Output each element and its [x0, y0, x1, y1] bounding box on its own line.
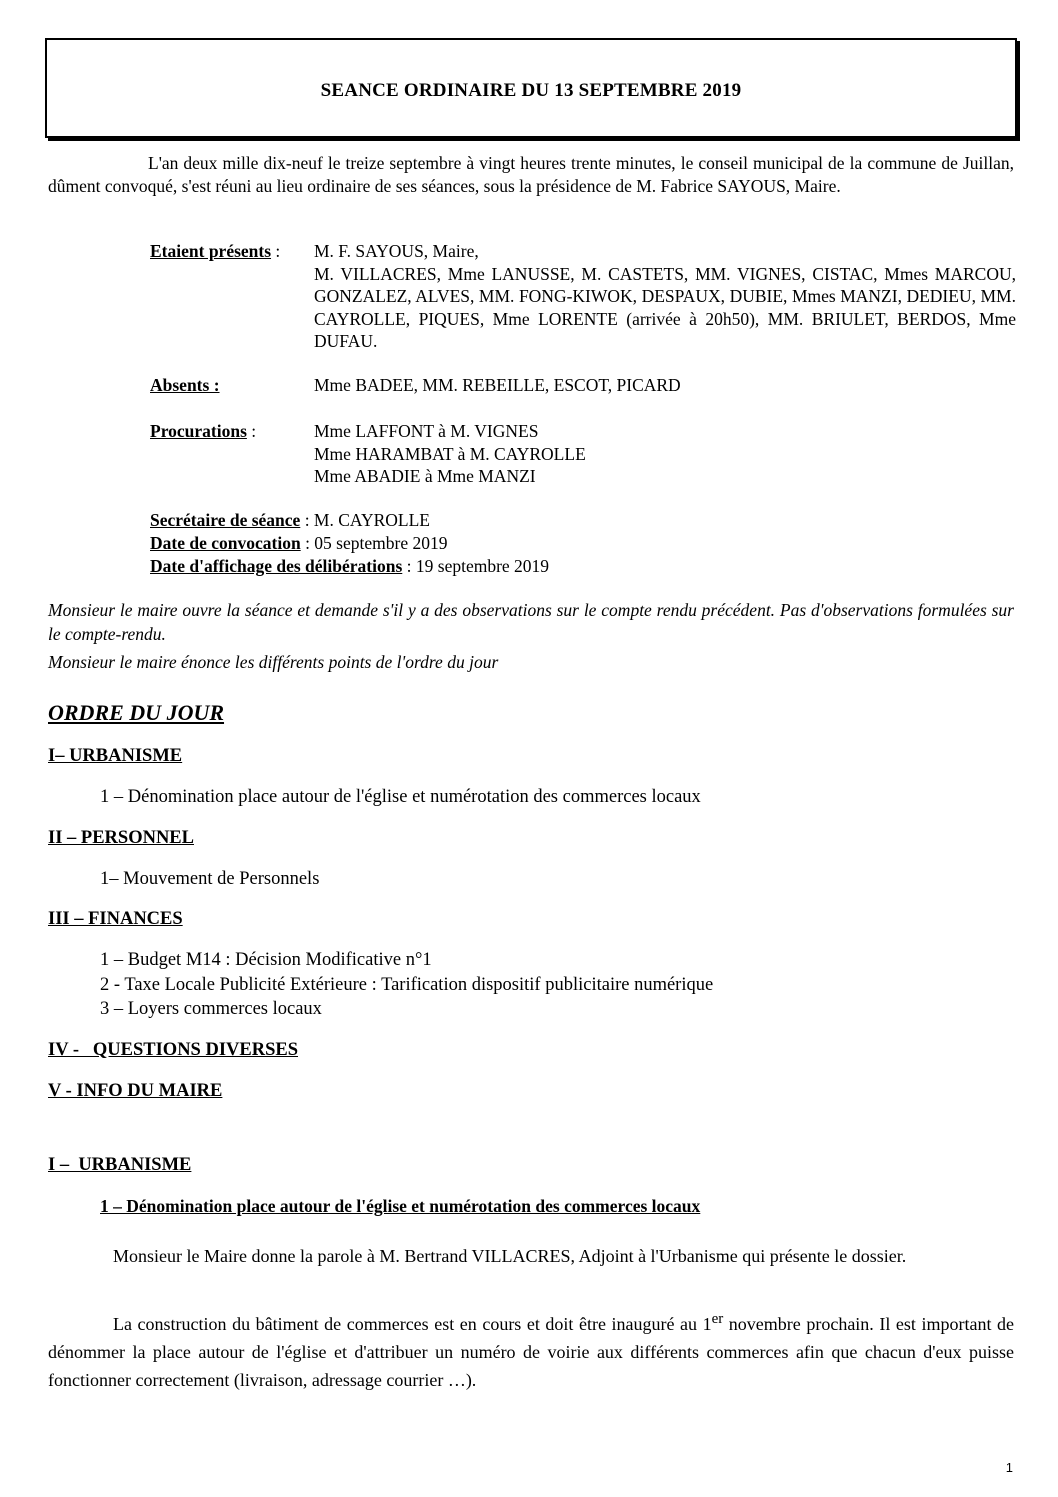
procuration-line: Mme HARAMBAT à M. CAYROLLE [314, 443, 586, 464]
affichage-value: : 19 septembre 2019 [402, 556, 550, 576]
procuration-line: Mme ABADIE à Mme MANZI [314, 466, 536, 486]
absents-label-text: Absents : [150, 375, 220, 395]
procuration-line: Mme LAFFONT à M. VIGNES [314, 421, 539, 441]
section-urbanisme: I– URBANISME [48, 746, 183, 766]
detail-section-title: I – URBANISME [48, 1155, 192, 1175]
affichage-label: Date d'affichage des délibérations [150, 556, 403, 576]
detail-para2-text-a: La construction du bâtiment de commerces est en cours et doit être inauguré au 1 [113, 1314, 712, 1334]
secretaire-value: : M. CAYROLLE [300, 510, 430, 530]
section-personnel: II – PERSONNEL [48, 828, 194, 848]
detail-para1-text: Monsieur le Maire donne la parole à M. Bertrand VILLACRES, Adjoint à l'Urbanisme qui présente le dossier. [113, 1246, 907, 1266]
section-info-maire: V - INFO DU MAIRE [48, 1081, 223, 1101]
secretaire-label: Secrétaire de séance [150, 510, 301, 530]
convocation-line [150, 533, 447, 554]
procurations-list [314, 420, 1016, 488]
convocation-label: Date de convocation [150, 533, 301, 553]
absents-line: Mme BADEE, MM. REBEILLE, ESCOT, PICARD [314, 375, 681, 395]
title-box [45, 38, 1017, 138]
procurations-label [150, 420, 256, 443]
intro-text: L'an deux mille dix-neuf le treize septembre à vingt heures trente minutes, le conseil municipal de la commune de Juillan, dûment convoqué, s'est réuni au lieu ordinaire de ses séances, sous la présidence de M. Fabrice SAYOUS, Maire. [48, 153, 1014, 196]
ordre-intro-text: Monsieur le maire énonce les différents points de l'ordre du jour [48, 652, 499, 672]
detail-subtitle: 1 – Dénomination place autour de l'église et numérotation des commerces locaux [100, 1196, 701, 1216]
presents-line: M. VILLACRES, Mme LANUSSE, M. CASTETS, MM. VIGNES, CISTAC, Mmes MARCOU, GONZALEZ, ALVES, MM. FONG-KIWOK, DESPAUX, DUBIE, Mmes MANZI, DEDIEU, MM. CAYROLLE, PIQUES, Mme LORENTE (arrivée à 20h50), MM. BRIULET, BERDOS, Mme DUFAU. [314, 263, 1016, 351]
absents-label [150, 374, 220, 397]
detail-paragraph-1 [48, 1242, 1014, 1270]
agenda-item: 1 – Dénomination place autour de l'église et numérotation des commerces locaux [100, 787, 701, 807]
section-finances: III – FINANCES [48, 909, 183, 929]
page-number: 1 [1005, 1460, 1013, 1475]
procurations-label-text: Procurations [150, 421, 247, 441]
presents-line: M. F. SAYOUS, Maire, [314, 241, 479, 261]
section-questions-diverses: IV - QUESTIONS DIVERSES [48, 1040, 299, 1060]
absents-block [150, 374, 1016, 397]
agenda-item: 2 - Taxe Locale Publicité Extérieure : Tarification dispositif publicitaire numérique [100, 975, 714, 995]
agenda-item: 3 – Loyers commerces locaux [100, 999, 322, 1019]
presents-list [314, 240, 1016, 353]
presents-sep: : [271, 241, 281, 261]
procurations-block [150, 420, 1016, 488]
intro-paragraph [48, 152, 1014, 198]
detail-paragraph-2 [48, 1305, 1014, 1394]
agenda-item: 1 – Budget M14 : Décision Modificative n°1 [100, 950, 432, 970]
secretaire-line [150, 510, 430, 531]
detail-para2-text-b: novembre prochain. Il est important de dénommer la place autour de l'église et d'attribuer un numéro de voirie aux différents commerces afin que chacun d'eux puisse fonctionner correctement (livraison, adressage courrier …). [48, 1314, 1015, 1390]
affichage-line [150, 556, 549, 577]
absents-list [314, 374, 1016, 397]
procurations-sep: : [246, 421, 257, 441]
presents-label-text: Etaient présents [150, 241, 272, 261]
detail-para2-sup: er [711, 1311, 724, 1327]
convocation-value: : 05 septembre 2019 [300, 533, 448, 553]
page-title: SEANCE ORDINAIRE DU 13 SEPTEMBRE 2019 [320, 80, 742, 101]
presents-label [150, 240, 280, 263]
observations-text: Monsieur le maire ouvre la séance et demande s'il y a des observations sur le compte rendu précédent. Pas d'observations formulées sur le compte-rendu. [48, 600, 1014, 644]
agenda-item: 1– Mouvement de Personnels [100, 869, 320, 889]
presents-block [150, 240, 1016, 353]
ordre-du-jour-heading: ORDRE DU JOUR [48, 700, 225, 725]
